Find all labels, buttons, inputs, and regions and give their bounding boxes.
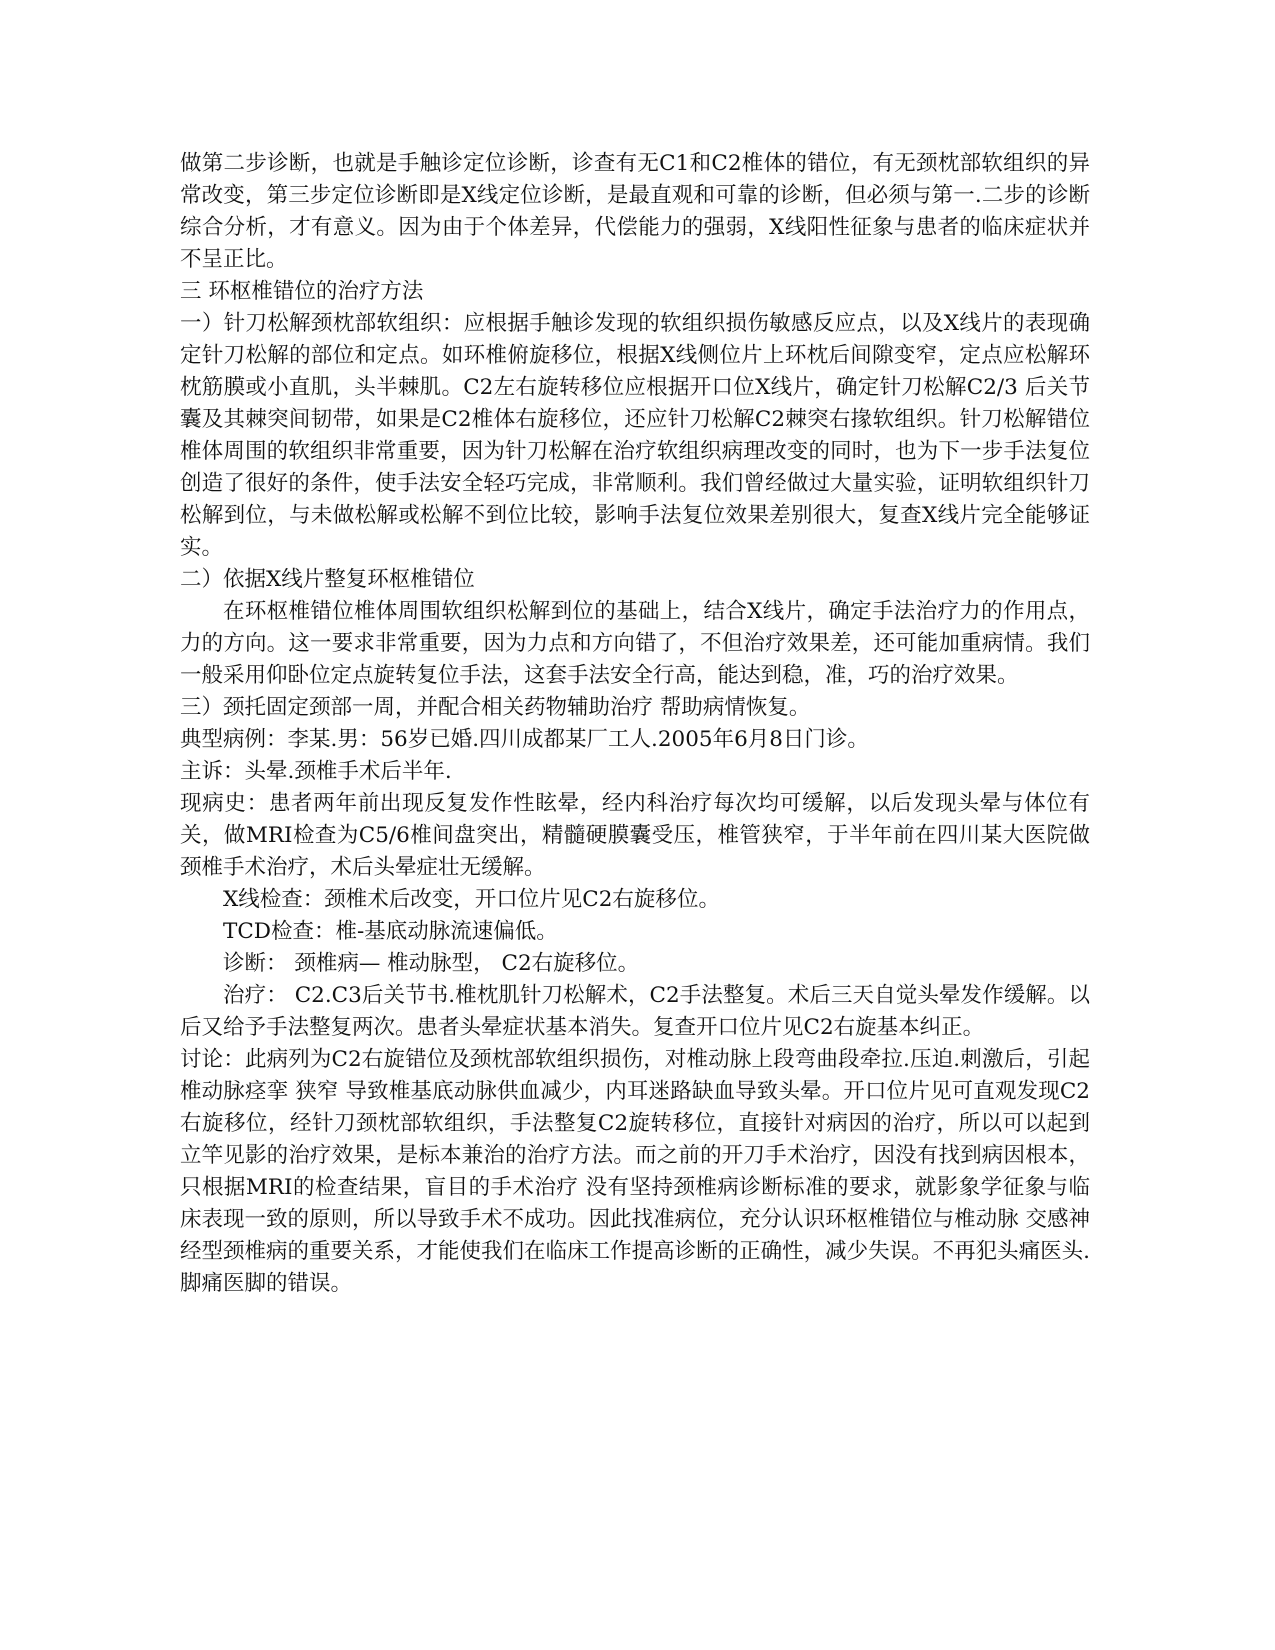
subheading-xray-reduction: 二）依据X线片整复环枢椎错位 — [180, 567, 475, 592]
paragraph-needle-release: 一）针刀松解颈枕部软组织：应根据手触诊发现的软组织损伤敏感反应点，以及X线片的表现确定针刀松解的部位和定点。如环椎俯旋移位，根据X线侧位片上环枕后间隙变窄，定点应松解环枕筋膜或小直肌，头半棘肌。C2左右旋转移位应根据开口位X线片，确定针刀松解C2/3 后关节囊及其棘突间韧带，如果是C2椎体右旋移位，还应针刀松解C2棘突右掾软组织。针刀松解错位椎体周围的软组织非常重要，因为针刀松解在治疗软组织病理改变的同时，也为下一步手法复位创造了很好的条件，使手法安全轻巧完成，非常顺利。我们曾经做过大量实验，证明软组织针刀松解到位，与未做松解或松解不到位比较，影响手法复位效果差别很大，复查X线片完全能够证实。 — [180, 311, 1090, 560]
paragraph-manual-reduction: 在环枢椎错位椎体周围软组织松解到位的基础上，结合X线片，确定手法治疗力的作用点，力的方向。这一要求非常重要，因为力点和方向错了，不但治疗效果差，还可能加重病情。我们一般采用仰卧位定点旋转复位手法，这套手法安全行高，能达到稳，准，巧的治疗效果。 — [180, 599, 1090, 688]
document-page — [180, 148, 1090, 1300]
paragraph-neck-brace: 三）颈托固定颈部一周，并配合相关药物辅助治疗 帮助病情恢复。 — [180, 695, 811, 720]
paragraph-typical-case: 典型病例：李某.男：56岁已婚.四川成都某厂工人.2005年6月8日门诊。 — [180, 727, 869, 752]
section-heading-treatment: 三 环枢椎错位的治疗方法 — [180, 279, 424, 304]
paragraph-tcd-exam: TCD检查：椎-基底动脉流速偏低。 — [223, 919, 558, 944]
paragraph-xray-exam: X线检查：颈椎术后改变，开口位片见C2右旋移位。 — [223, 887, 720, 912]
paragraph-diagnosis: 诊断： 颈椎病— 椎动脉型， C2右旋移位。 — [223, 951, 640, 976]
paragraph-diagnosis-steps: 做第二步诊断，也就是手触诊定位诊断，诊查有无C1和C2椎体的错位，有无颈枕部软组织的异常改变，第三步定位诊断即是X线定位诊断，是最直观和可靠的诊断，但必须与第一.二步的诊断综合分析，才有意义。因为由于个体差异，代偿能力的强弱，X线阳性征象与患者的临床症状并不呈正比。 — [180, 151, 1090, 272]
paragraph-chief-complaint: 主诉：头晕.颈椎手术后半年. — [180, 759, 452, 784]
paragraph-discussion: 讨论：此病列为C2右旋错位及颈枕部软组织损伤，对椎动脉上段弯曲段牵拉.压迫.刺激后，引起椎动脉痉挛 狭窄 导致椎基底动脉供血减少，内耳迷路缺血导致头晕。开口位片见可直观发现C2右旋移位，经针刀颈枕部软组织，手法整复C2旋转移位，直接针对病因的治疗，所以可以起到立竿见影的治疗效果，是标本兼治的治疗方法。而之前的开刀手术治疗，因没有找到病因根本，只根据MRI的检查结果，盲目的手术治疗 没有坚持颈椎病诊断标准的要求，就影象学征象与临床表现一致的原则，所以导致手术不成功。因此找准病位，充分认识环枢椎错位与椎动脉 交感神经型颈椎病的重要关系，才能使我们在临床工作提高诊断的正确性，减少失误。不再犯头痛医头.脚痛医脚的错误。 — [180, 1047, 1090, 1296]
paragraph-present-history: 现病史：患者两年前出现反复发作性眩晕，经内科治疗每次均可缓解，以后发现头晕与体位有关，做MRI检查为C5/6椎间盘突出，精髓硬膜囊受压，椎管狭窄，于半年前在四川某大医院做颈椎手术治疗，术后头晕症壮无缓解。 — [180, 791, 1090, 880]
paragraph-treatment: 治疗： C2.C3后关节书.椎枕肌针刀松解术，C2手法整复。术后三天自觉头晕发作缓解。以后又给予手法整复两次。患者头晕症状基本消失。复查开口位片见C2右旋基本纠正。 — [180, 983, 1090, 1040]
